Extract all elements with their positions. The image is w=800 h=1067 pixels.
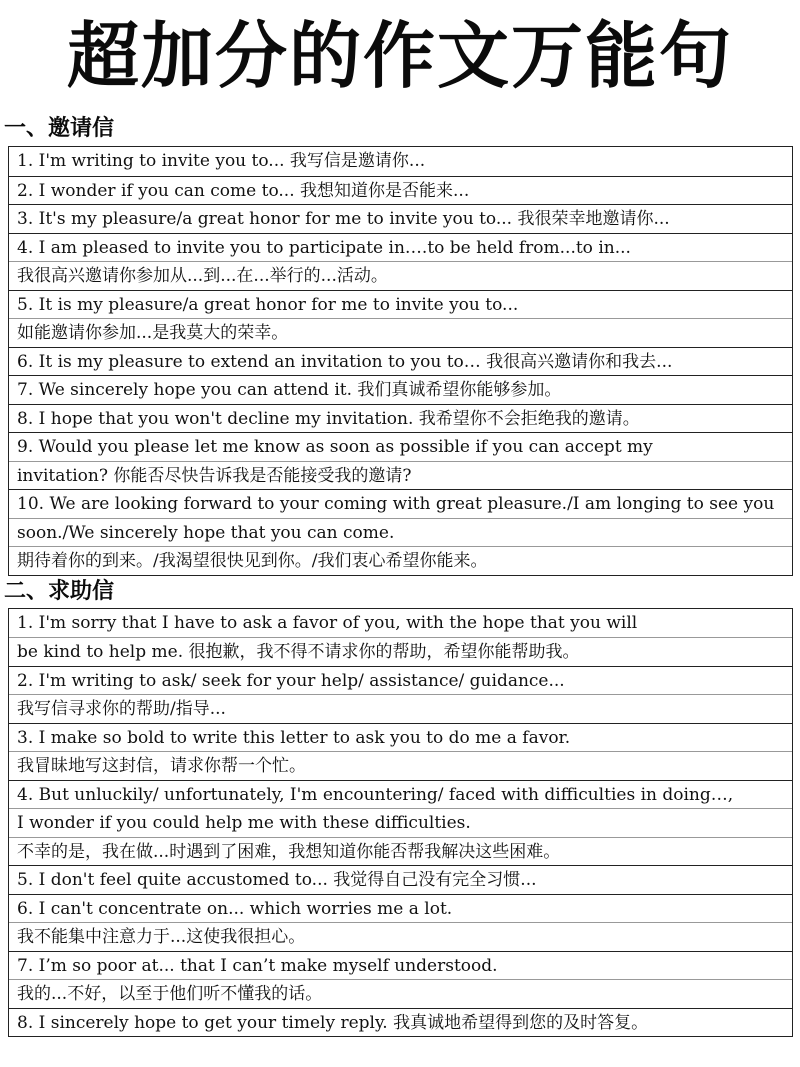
phrase-row-continuation: be kind to help me. 很抱歉，我不得不请求你的帮助，希望你能帮助我。 xyxy=(9,637,792,666)
phrase-row: 1. I'm sorry that I have to ask a favor of you, with the hope that you will xyxy=(17,612,638,633)
phrase-row: 5. I don't feel quite accustomed to... 我觉得自己没有完全习惯... xyxy=(9,865,792,894)
phrase-row-translation: 期待着你的到来。/我渴望很快见到你。/我们衷心希望你能来。 xyxy=(9,546,792,575)
phrase-row: 1. I'm writing to invite you to... 我写信是邀请你... xyxy=(17,151,426,171)
phrase-row: 6. I can't concentrate on... which worries me a lot. xyxy=(9,894,792,923)
phrase-row-continuation: soon./We sincerely hope that you can come. xyxy=(9,518,792,547)
phrase-row-translation: 我很高兴邀请你参加从...到...在...举行的...活动。 xyxy=(9,261,792,290)
help-phrase-table xyxy=(8,608,793,1038)
phrase-row-translation: 我冒昧地写这封信，请求你帮一个忙。 xyxy=(9,751,792,780)
phrase-row-translation: 不幸的是，我在做...时遇到了困难，我想知道你能否帮我解决这些困难。 xyxy=(9,837,792,866)
phrase-row: 8. I sincerely hope to get your timely reply. 我真诚地希望得到您的及时答复。 xyxy=(9,1008,792,1037)
phrase-row: 4. But unluckily/ unfortunately, I'm encountering/ faced with difficulties in doing…, xyxy=(9,780,792,809)
invitation-phrase-table xyxy=(8,146,793,576)
phrase-row: 3. It's my pleasure/a great honor for me to invite you to... 我很荣幸地邀请你... xyxy=(9,204,792,233)
section-heading-help: 二、求助信 xyxy=(4,578,115,604)
phrase-row: 2. I'm writing to ask/ seek for your help/ assistance/ guidance... xyxy=(9,666,792,695)
phrase-row: 10. We are looking forward to your coming with great pleasure./I am longing to see you xyxy=(9,489,792,518)
phrase-row-translation: 我的...不好，以至于他们听不懂我的话。 xyxy=(9,979,792,1008)
phrase-row: 7. We sincerely hope you can attend it. 我们真诚希望你能够参加。 xyxy=(9,375,792,404)
phrase-row: 2. I wonder if you can come to... 我想知道你是否能来... xyxy=(9,176,792,205)
phrase-row-continuation: I wonder if you could help me with these difficulties. xyxy=(9,808,792,837)
phrase-row: 7. I’m so poor at... that I can’t make myself understood. xyxy=(9,951,792,980)
phrase-row-translation: 如能邀请你参加...是我莫大的荣幸。 xyxy=(9,318,792,347)
page-title: 超加分的作文万能句 xyxy=(66,14,733,98)
phrase-row: 3. I make so bold to write this letter to ask you to do me a favor. xyxy=(9,723,792,752)
phrase-row: 4. I am pleased to invite you to participate in….to be held from...to in... xyxy=(9,233,792,262)
phrase-row: 6. It is my pleasure to extend an invitation to you to… 我很高兴邀请你和我去... xyxy=(9,347,792,376)
phrase-row: 9. Would you please let me know as soon as possible if you can accept my xyxy=(9,432,792,461)
phrase-row: 8. I hope that you won't decline my invitation. 我希望你不会拒绝我的邀请。 xyxy=(9,404,792,433)
phrase-row: 5. It is my pleasure/a great honor for me to invite you to... xyxy=(9,290,792,319)
section-heading-invitation: 一、邀请信 xyxy=(4,116,115,141)
phrase-row-translation: 我不能集中注意力于...这使我很担心。 xyxy=(9,922,792,951)
phrase-row-continuation: invitation? 你能否尽快告诉我是否能接受我的邀请? xyxy=(9,461,792,490)
phrase-row-translation: 我写信寻求你的帮助/指导... xyxy=(9,694,792,723)
